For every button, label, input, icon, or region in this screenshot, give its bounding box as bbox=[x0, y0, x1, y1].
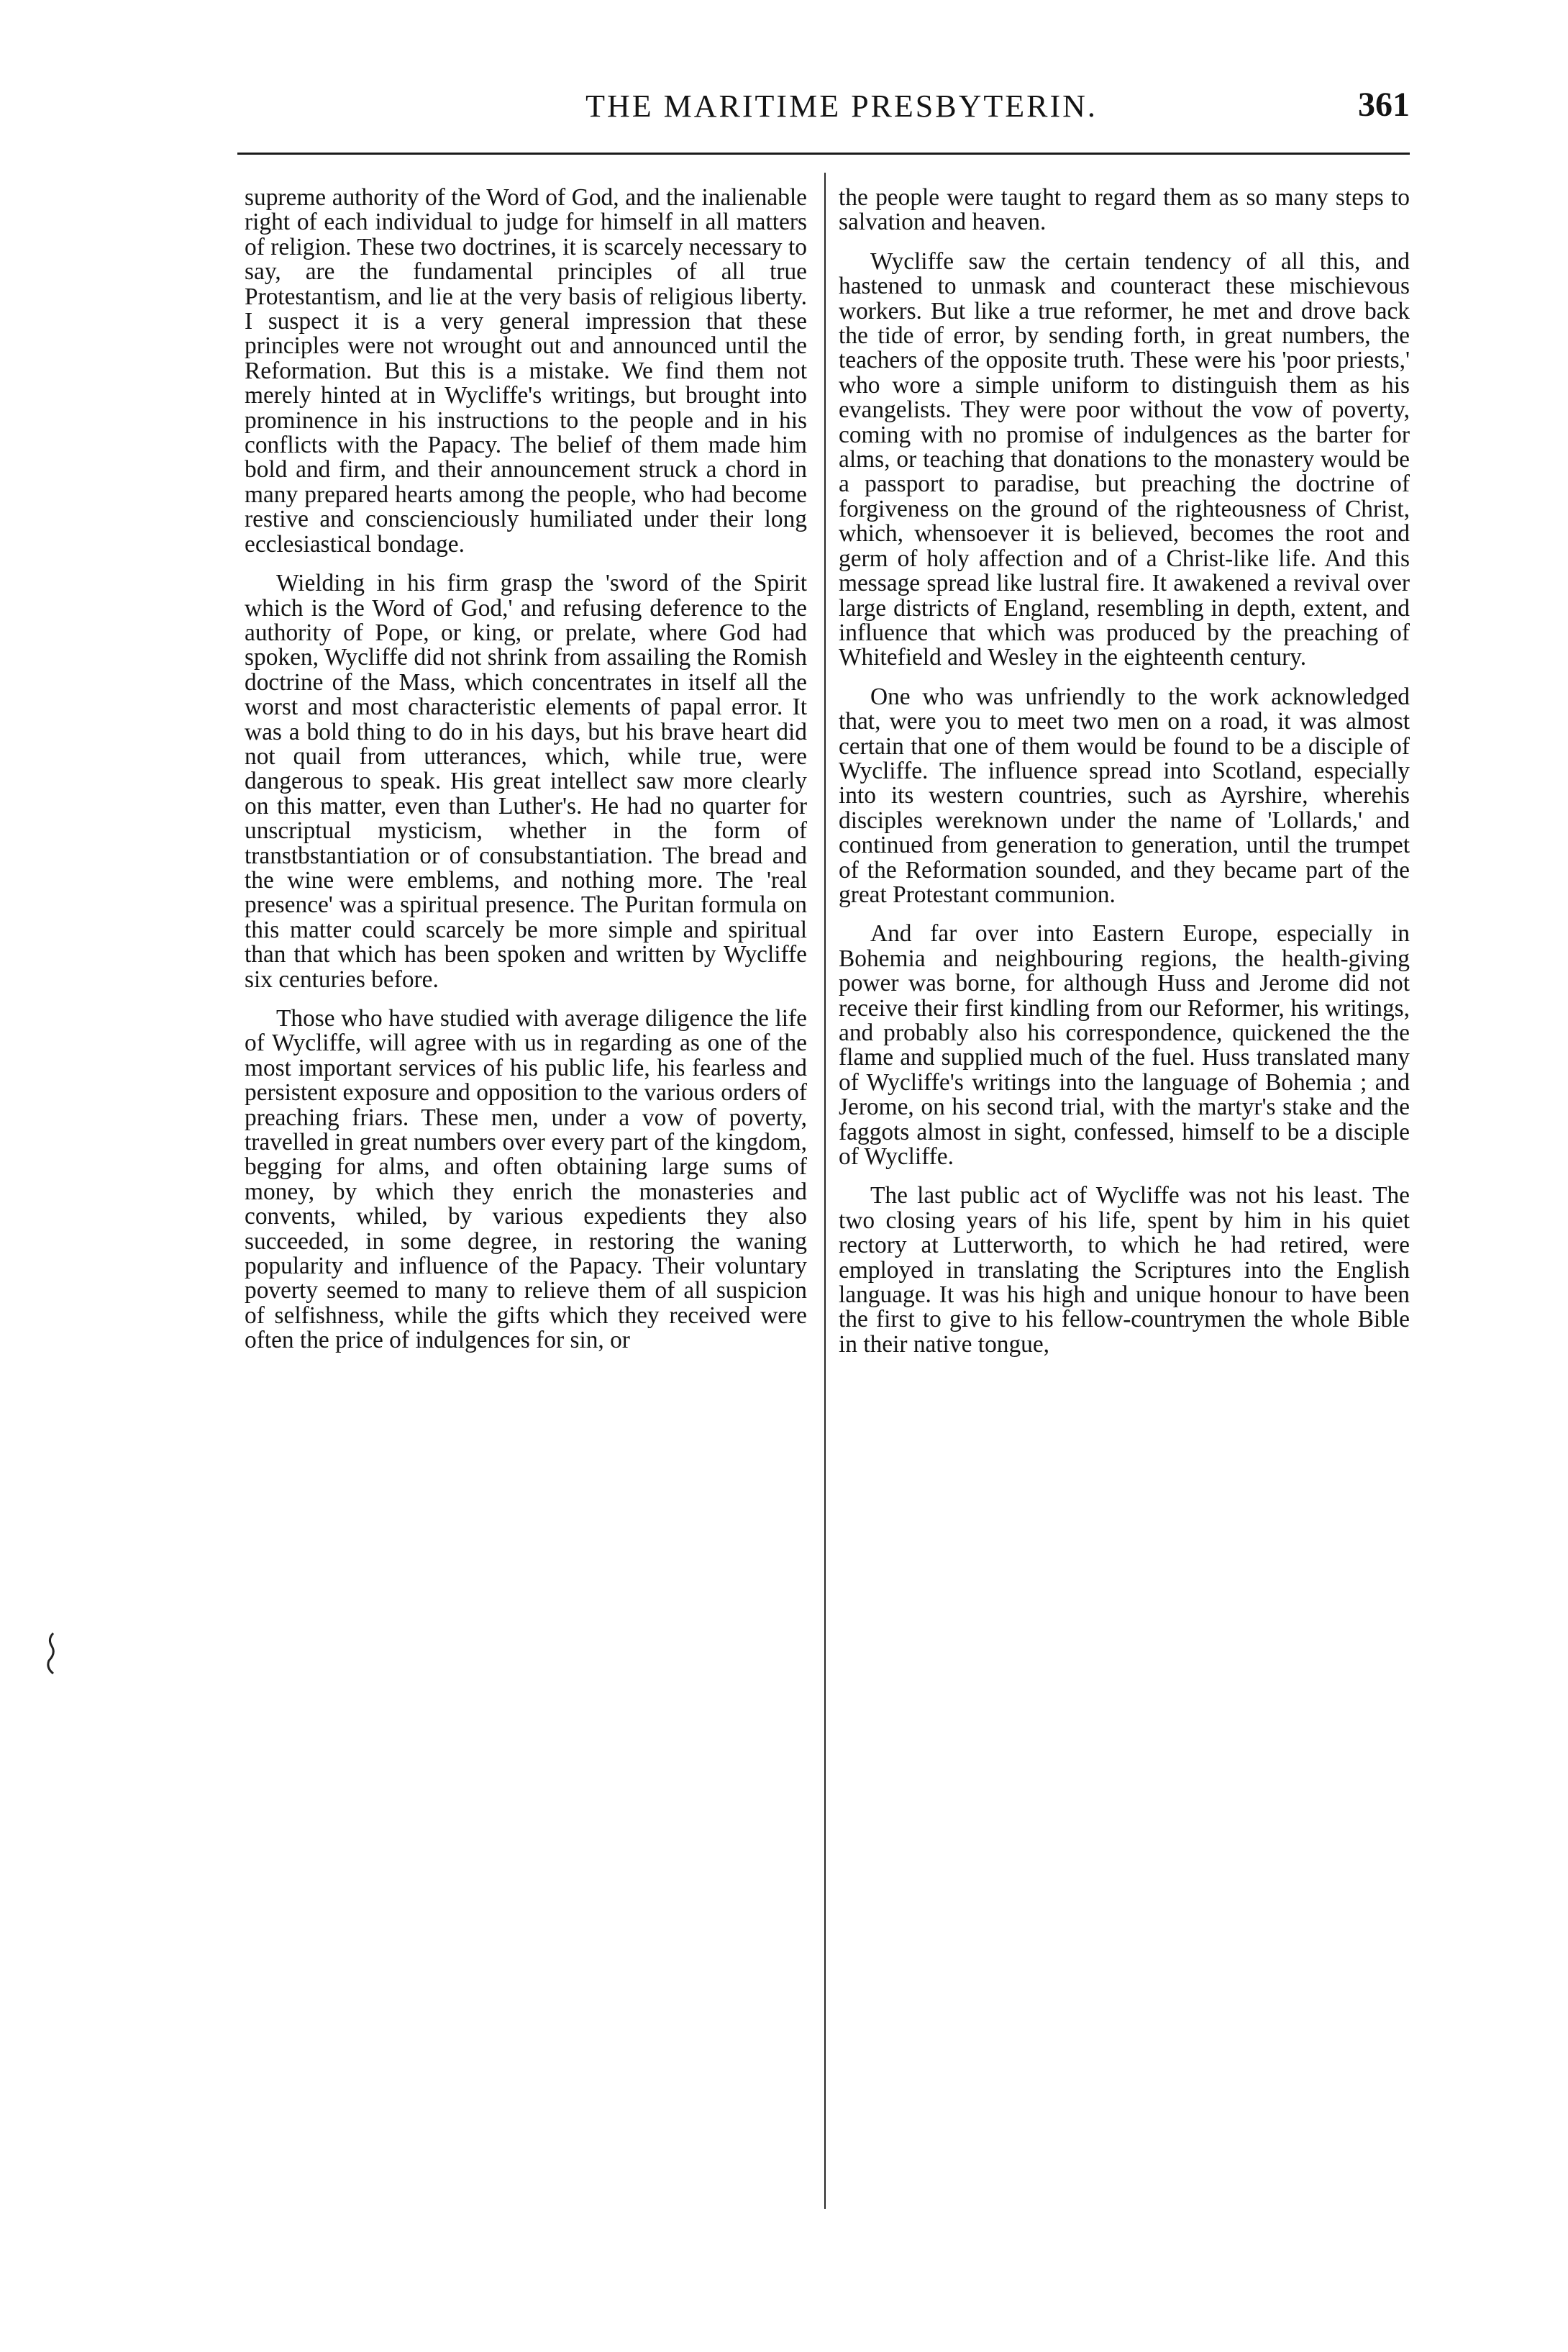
paragraph: One who was unfriendly to the work acknowledged that, were you to meet two men on a road, it was almost certain that one of them would be found to be a disciple of Wycliffe. The influence spread into Scotland, especially into its western countries, such as Ayrshire, wherehis disciples wereknown under the name of 'Lollards,' and continued from generation to generation, until the trumpet of the Reformation sounded, and they became part of the great Protestant communion. bbox=[839, 683, 1410, 908]
paragraph: Those who have studied with average diligence the life of Wycliffe, will agree with us in regarding as one of the most important services of his public life, his fearless and persistent exposure and opposition to the various orders of preaching friars. These men, under a vow of poverty, travelled in great numbers over every part of the kingdom, begging for alms, and often obtaining large sums of money, by which they enrich the monasteries and convents, whiled, by various expedients they also succeeded, in some degree, in restoring the waning popularity and influence of the Papacy. Their voluntary poverty seemed to many to relieve them of all suspicion of selfishness, while the gifts which they received were often the price of indulgences for sin, or bbox=[245, 1005, 807, 1354]
left-column bbox=[245, 186, 807, 1368]
paragraph: the people were taught to regard them as so many steps to salvation and heaven. bbox=[839, 184, 1410, 236]
paragraph: The last public act of Wycliffe was not his least. The two closing years of his life, spent by him in his quiet rectory at Lutterworth, to which he had retired, were employed in translating the Scriptures into the English language. It was his high and unique honour to have been the first to give to his fellow-countrymen the whole Bible in their native tongue, bbox=[839, 1182, 1410, 1358]
running-title: THE MARITIME PRESBYTERIN. bbox=[585, 88, 1098, 124]
paragraph: Wielding in his firm grasp the 'sword of the Spirit which is the Word of God,' and refusing deference to the authority of Pope, or king, or prelate, where God had spoken, Wycliffe did not shrink from assailing the Romish doctrine of the Mass, which concentrates in itself all the worst and most characteristic elements of papal error. It was a bold thing to do in his days, but his brave heart did not quail from utterances, which, while true, were dangerous to speak. His great intellect saw more clearly on this matter, even than Luther's. He had no quarter for unscriptual mysticism, whether in the form of transtbstantiation or of consubstantiation. The bread and the wine were emblems, and nothing more. The 'real presence' was a spiritual presence. The Puritan formula on this matter could scarcely be more simple and spiritual than that which has been spoken and written by Wycliffe six centuries before. bbox=[245, 570, 807, 993]
paragraph: And far over into Eastern Europe, especially in Bohemia and neighbouring regions, the health-giving power was borne, for although Huss and Jerome did not receive their first kindling from our Reformer, his writings, and probably also his correspondence, quickened the the flame and supplied much of the fuel. Huss translated many of Wycliffe's writings into the language of Bohemia ; and Jerome, on his second trial, with the martyr's stake and the faggots almost in sight, confessed, himself to be a disciple of Wycliffe. bbox=[839, 920, 1410, 1171]
page-header bbox=[237, 88, 1410, 138]
header-rule bbox=[237, 153, 1410, 155]
right-column bbox=[839, 186, 1410, 1371]
margin-bracket-mark bbox=[45, 1632, 58, 1675]
paragraph: Wycliffe saw the certain tendency of all this, and hastened to unmask and counteract these mischievous workers. But like a true reformer, he met and drove back the tide of error, by sending forth, in great numbers, the teachers of the opposite truth. These were his 'poor priests,' who wore a simple uniform to distinguish them as his evangelists. They were poor without the vow of poverty, coming with no promise of indulgences as the barter for alms, or teaching that donations to the monastery would be a passport to paradise, but preaching the doctrine of forgiveness on the ground of the righteousness of Christ, which, whensoever it is believed, becomes the root and germ of holy affection and of a Christ-like life. And this message spread like lustral fire. It awakened a revival over large districts of England, resembling in depth, extent, and influence that which was produced by the preaching of Whitefield and Wesley in the eighteenth century. bbox=[839, 248, 1410, 671]
column-divider bbox=[824, 173, 826, 2209]
paragraph: supreme authority of the Word of God, and the inalienable right of each individual to judge for himself in all matters of religion. These two doctrines, it is scarcely necessary to say, are the fundamental principles of all true Protestantism, and lie at the very basis of religious liberty. I suspect it is a very general impression that these principles were not wrought out and announced until the Reformation. But this is a mistake. We find them not merely hinted at in Wycliffe's writings, but brought into prominence in his instructions to the people and in his conflicts with the Papacy. The belief of them made him bold and firm, and their announcement struck a chord in many prepared hearts among the people, who had become restive and conscienciously humiliated under their long ecclesiastical bondage. bbox=[245, 184, 807, 558]
page-number: 361 bbox=[1358, 86, 1410, 124]
